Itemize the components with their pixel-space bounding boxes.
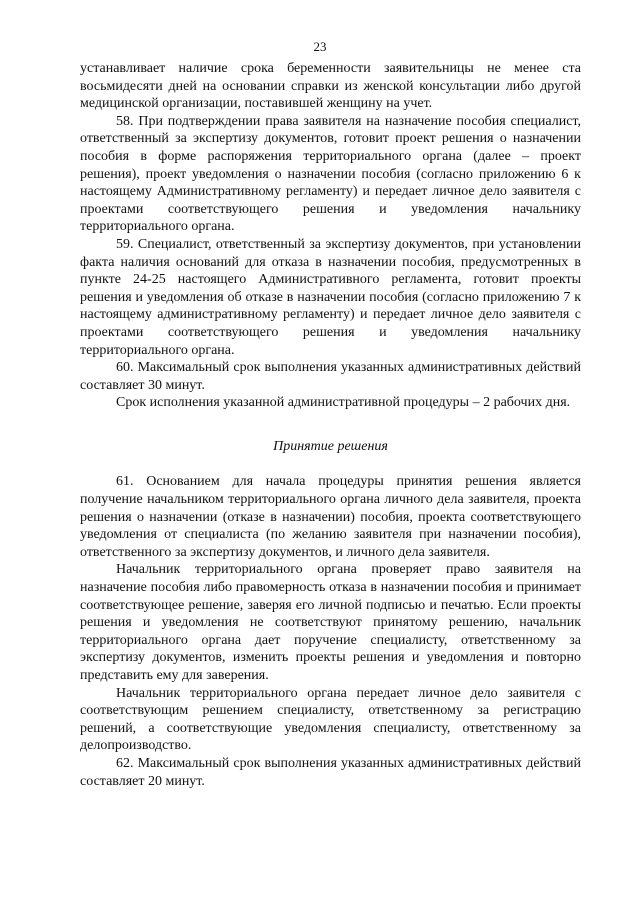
spacer [80,412,581,438]
spacer [80,455,581,473]
page-body [80,60,581,790]
paragraph-62: 62. Максимальный срок выполнения указанных административных действий составляет 20 минут. [80,755,581,789]
paragraph-60: 60. Максимальный срок выполнения указанных административных действий составляет 30 минут. [80,360,581,393]
paragraph-deadline: Срок исполнения указанной административной процедуры – 2 рабочих дня. [116,395,571,411]
page-number: 23 [313,39,327,54]
paragraph-59: 59. Специалист, ответственный за экспертизу документов, при установлении факта наличия оснований для отказа в назначении пособия, предусмотренных в пункте 24-25 настоящего Административного регламента, готовит проекты решения и уведомления об отказе в назначении пособия (согласно приложению 7 к настоящему административному регламенту) и передает личное дело заявителя с проектами соответствующего решения и уведомления начальнику территориального органа. [80,236,581,358]
paragraph-58: 58. При подтверждении права заявителя на назначение пособия специалист, ответственный за экспертизу документов, готовит проект решения о назначении пособия в форме распоряжения территориального органа (далее – проект решения), проект уведомления о назначении пособия (согласно приложению 6 к настоящему Административному регламенту) и передает личное дело заявителя с проектами соответствующего решения и уведомления начальнику территориального органа. [80,113,581,235]
section-heading: Принятие решения [273,438,388,454]
paragraph-head-transfer: Начальник территориального органа передает личное дело заявителя с соответствующим решением специалисту, ответственному за регистрацию решений, а соответствующие уведомления специалисту, ответственному за делопроизводство. [80,685,581,754]
paragraph-continuation: устанавливает наличие срока беременности заявительницы не менее ста восьмидесяти дней на основании справки из женской консультации либо другой медицинской организации, поставившей женщину на учет. [80,61,581,112]
paragraph-head-review: Начальник территориального органа проверяет право заявителя на назначение пособия либо правомерность отказа в назначении пособия и принимает соответствующее решение, заверяя его личной подписью и печатью. Если проекты решения и уведомления не соответствуют принятому решению, начальник территориального органа дает поручение специалисту, ответственному за экспертизу документов, изменить проекты решения и уведомления и повторно представить ему для заверения. [80,562,581,683]
paragraph-61: 61. Основанием для начала процедуры принятия решения является получение начальником территориального органа личного дела заявителя, проекта решения о назначении (отказе в назначении) пособия, проекта соответствующего уведомления от специалиста (по желанию заявителя при назначении пособия), ответственного за экспертизу документов, и личного дела заявителя. [80,474,581,560]
